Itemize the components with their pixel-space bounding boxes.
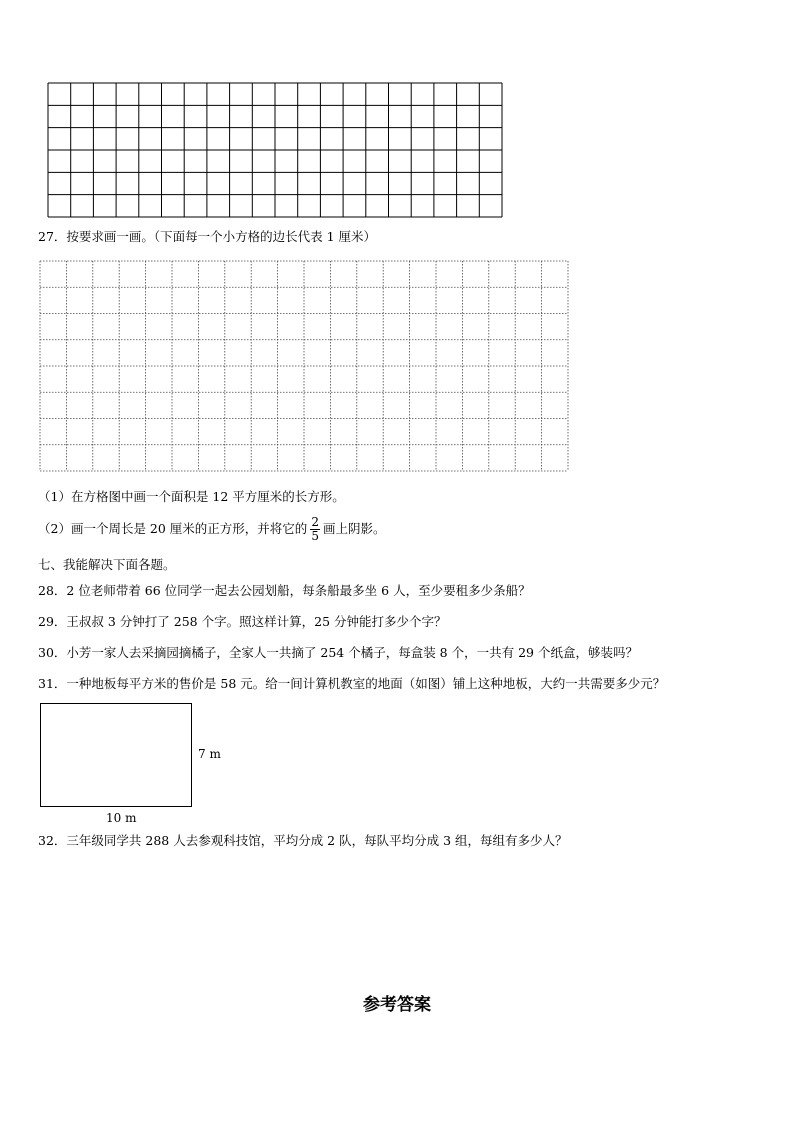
question-27: 27．按要求画一画。（下面每一个小方格的边长代表 1 厘米）: [38, 229, 377, 244]
question-28: 28．2 位老师带着 66 位同学一起去公园划船，每条船最多坐 6 人，至少要租多少条船？: [38, 583, 531, 598]
question-30: 30．小芳一家人去采摘园摘橘子，全家人一共摘了 254 个橘子，每盒装 8 个，一共有 29 个纸盒，够装吗？: [38, 645, 638, 660]
question-31: 31．一种地板每平方米的售价是 58 元。给一间计算机教室的地面（如图）铺上这种地板，大约一共需要多少元？: [38, 676, 666, 691]
fraction-two-fifths: [310, 516, 320, 543]
fraction-denominator: 5: [311, 529, 319, 543]
question-27-part-1: （1）在方格图中画一个面积是 12 平方厘米的长方形。: [38, 489, 345, 504]
answer-key-title: 参考答案: [363, 995, 431, 1015]
solid-square-grid: [47, 82, 503, 218]
question-27-part-2: [38, 515, 385, 543]
question-27-part-2-text-before: （2）画一个周长是 20 厘米的正方形，并将它的: [38, 521, 308, 536]
classroom-floor-rectangle: [40, 703, 192, 807]
dotted-square-grid: [39, 260, 569, 472]
rectangle-height-label: 7 m: [198, 747, 221, 761]
question-32: 32．三年级同学共 288 人去参观科技馆，平均分成 2 队，每队平均分成 3 组，每组有多少人？: [38, 833, 568, 848]
question-29: 29．王叔叔 3 分钟打了 258 个字。照这样计算，25 分钟能打多少个字？: [38, 614, 447, 629]
question-27-part-2-text-after: 画上阴影。: [322, 521, 386, 536]
section-7-title: 七、我能解决下面各题。: [38, 557, 176, 572]
fraction-numerator: 2: [311, 515, 319, 529]
rectangle-width-label: 10 m: [106, 811, 137, 825]
